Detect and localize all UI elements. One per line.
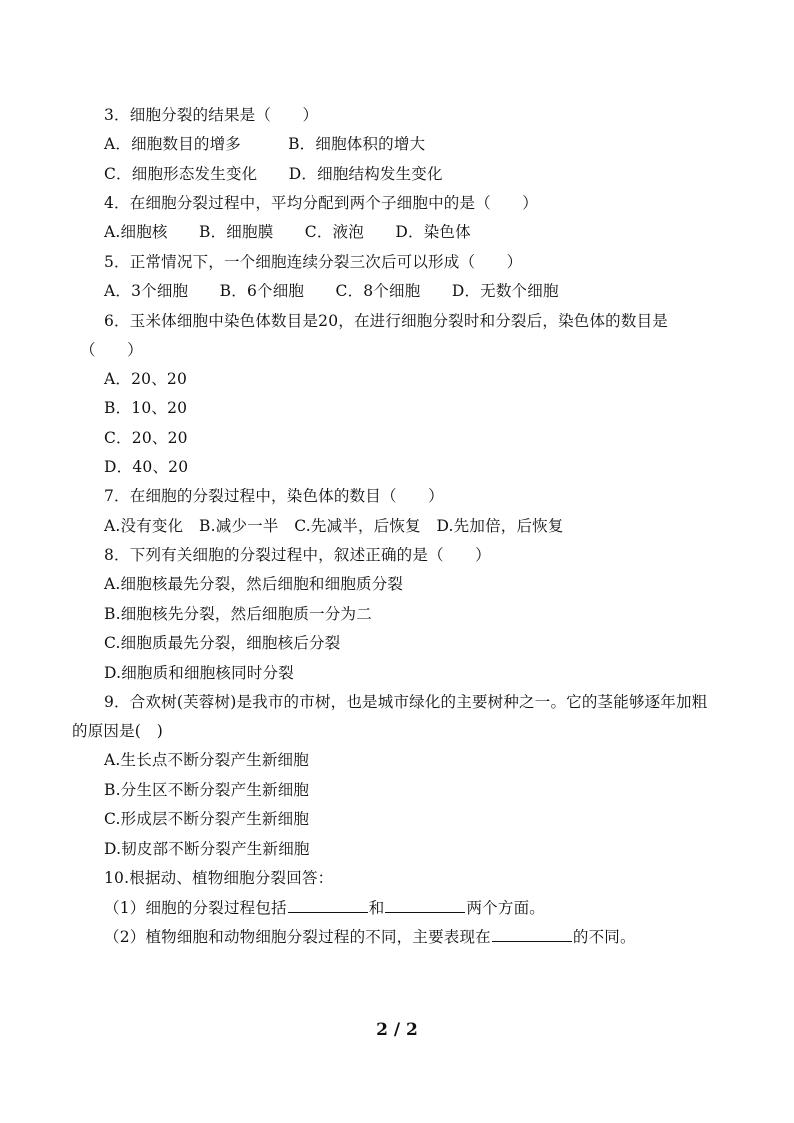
answer-blank-1[interactable] <box>288 898 368 913</box>
question-7-stem: 7．在细胞的分裂过程中，染色体的数目（ ） <box>104 487 444 505</box>
sub-2-text-a: （2）植物细胞和动物细胞分裂过程的不同，主要表现在 <box>104 928 491 946</box>
question-6-option-c: C．20、20 <box>104 429 188 447</box>
question-8-option-d: D.细胞质和细胞核同时分裂 <box>104 664 294 682</box>
question-8-stem: 8．下列有关细胞的分裂过程中，叙述正确的是（ ） <box>104 546 491 564</box>
question-9-option-b: B.分生区不断分裂产生新细胞 <box>104 781 310 799</box>
question-6-option-d: D．40、20 <box>104 458 189 476</box>
page-number: 2 / 2 <box>376 1020 418 1040</box>
question-4-options: A.细胞核 B．细胞膜 C．液泡 D．染色体 <box>104 223 471 241</box>
question-8-option-b: B.细胞核先分裂，然后细胞质一分为二 <box>104 605 372 623</box>
question-3-stem: 3．细胞分裂的结果是（ ） <box>104 106 319 124</box>
sub-1-text-a: （1）细胞的分裂过程包括 <box>104 899 287 917</box>
question-6-option-b: B．10、20 <box>104 399 188 417</box>
question-6-option-a: A．20、20 <box>104 370 188 388</box>
answer-blank-3[interactable] <box>492 927 572 942</box>
question-7-options: A.没有变化 B.减少一半 C.先减半，后恢复 D.先加倍，后恢复 <box>104 517 564 535</box>
question-6-stem-continued: （ ） <box>80 341 143 359</box>
question-5-stem: 5．正常情况下，一个细胞连续分裂三次后可以形成（ ） <box>104 253 523 271</box>
question-3-options-ab: A．细胞数目的增多 B．细胞体积的增大 <box>104 135 426 153</box>
answer-blank-2[interactable] <box>385 898 465 913</box>
sub-1-text-b: 和 <box>368 899 385 917</box>
sub-1-text-c: 两个方面。 <box>466 899 545 917</box>
question-4-stem: 4．在细胞分裂过程中，平均分配到两个子细胞中的是（ ） <box>104 194 538 212</box>
sub-2-text-b: 的不同。 <box>572 928 636 946</box>
question-9-stem-continued: 的原因是( ) <box>72 722 163 740</box>
question-9-option-c: C.形成层不断分裂产生新细胞 <box>104 810 310 828</box>
question-3-options-cd: C．细胞形态发生变化 D．细胞结构发生变化 <box>104 165 443 183</box>
question-6-stem: 6．玉米体细胞中染色体数目是20，在进行细胞分裂时和分裂后，染色体的数目是 <box>104 312 668 330</box>
question-10-sub-1 <box>104 898 545 918</box>
question-10-sub-2 <box>104 927 636 947</box>
question-10-stem: 10.根据动、植物细胞分裂回答： <box>104 869 334 887</box>
question-8-option-c: C.细胞质最先分裂，细胞核后分裂 <box>104 634 341 652</box>
question-5-options: A．3个细胞 B．6个细胞 C．8个细胞 D．无数个细胞 <box>104 282 559 300</box>
question-8-option-a: A.细胞核最先分裂，然后细胞和细胞质分裂 <box>104 575 404 593</box>
question-9-option-a: A.生长点不断分裂产生新细胞 <box>104 751 309 769</box>
question-9-stem: 9．合欢树(芙蓉树)是我市的市树，也是城市绿化的主要树种之一。它的茎能够逐年加粗 <box>104 693 708 711</box>
question-9-option-d: D.韧皮部不断分裂产生新细胞 <box>104 840 310 858</box>
